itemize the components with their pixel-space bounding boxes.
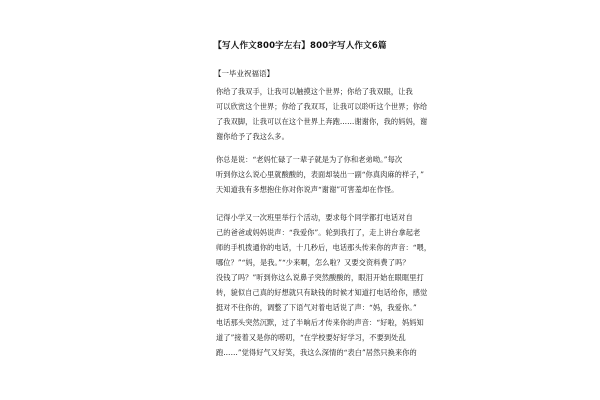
paragraph-line: 你总是说：“老妈忙碌了一辈子就是为了你和老弟呦。”每次 <box>216 155 403 164</box>
paragraph-line: 电话那头突然沉默，过了半晌后才传来你的声音：“好啦，妈妈知 <box>216 318 424 327</box>
paragraph-line: 可以欣赏这个世界；你给了我双耳，让我可以聆听这个世界；你给 <box>216 102 428 111</box>
paragraph-line: 谢你给予了我这么多。 <box>216 132 289 141</box>
paragraph-line: 跑……”觉得好气又好笑，我这么深情的“表白”居然只换来你的 <box>216 348 417 357</box>
paragraph-line: 听到你这么说心里就酸酸的，表面却装出一副“你真肉麻的样子，” <box>216 170 425 179</box>
paragraph-line: 己的爸爸或妈妈说声：“我爱你”。轮到我打了，走上讲台拿起老 <box>216 228 421 237</box>
paragraph-line: 哪位？”“妈，是我。”“少来啊，怎么啦？又要交资料费了吗？ <box>216 258 410 267</box>
document-subtitle: 【一毕业祝福语】 <box>214 69 274 78</box>
document-title: 【写人作文800字左右】800字写人作文6篇 <box>213 41 387 51</box>
paragraph-line: 师的手机拨通你的电话，十几秒后，电话那头传来你的声音：“喂， <box>216 243 432 252</box>
paragraph-line: 转，貌似自己真的好想就只有缺钱的时候才知道打电话给你，感觉 <box>216 288 428 297</box>
paragraph-line: 你给了我双手，让我可以触摸这个世界；你给了我双眼，让我 <box>216 87 413 96</box>
paragraph-2 <box>216 152 425 197</box>
paragraph-line: 挺对不住你的，调整了下语气对着电话说了声：“妈，我爱你。” <box>216 303 417 312</box>
paragraph-line: 记得小学又一次班里举行个活动，要求每个同学都打电话对自 <box>216 213 413 222</box>
paragraph-1 <box>216 84 428 144</box>
paragraph-3 <box>216 210 432 360</box>
paragraph-line: 了我双脚，让我可以在这个世界上奔跑……谢谢你，我的妈妈，谢 <box>216 117 428 126</box>
paragraph-line: 天知道我有多想抱住你对你说声“谢谢”可害羞却在作怪。 <box>216 185 399 194</box>
paragraph-line: 道了”接着又是你的唠叨，“在学校要好好学习，不要到处乱 <box>216 333 406 342</box>
paragraph-line: 没钱了吗？”听到你这么说鼻子突然酸酸的，眼泪开始在眼眶里打 <box>216 273 424 282</box>
